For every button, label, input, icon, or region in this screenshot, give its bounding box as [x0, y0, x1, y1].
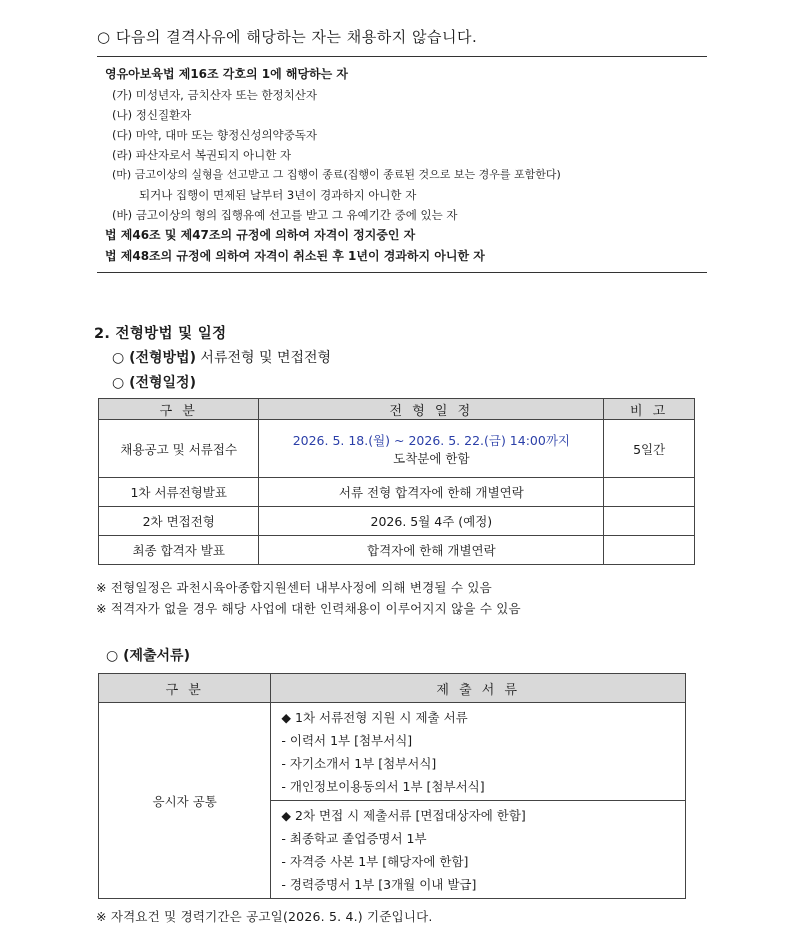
doc-col-header-category: 구 분 — [99, 674, 271, 703]
law-line-1: 법 제46조 및 제47조의 규정에 의하여 자격이 정지중인 자 — [105, 228, 416, 242]
row-schedule — [259, 420, 604, 478]
law-line-2: 법 제48조의 규정에 의하여 자격이 취소된 후 1년이 경과하지 아니한 자 — [105, 249, 485, 263]
doc-group-title: ◆ 1차 서류전형 지원 시 제출 서류 — [281, 710, 468, 725]
row-category: 1차 서류전형발표 — [99, 478, 259, 507]
schedule-line-1: 2026. 5. 18.(월) ~ 2026. 5. 22.(금) 14:00까지 — [292, 432, 570, 448]
disq-item-cont: 되거나 집행이 면제된 날부터 3년이 경과하지 아니한 자 — [139, 188, 417, 202]
box-top-rule — [97, 56, 707, 57]
method-text: 서류전형 및 면접전형 — [195, 350, 332, 366]
doc-item: - 자격증 사본 1부 [해당자에 한함] — [281, 854, 469, 869]
table-row — [99, 420, 695, 478]
disq-item: (라) 파산자로서 복권되지 아니한 자 — [112, 148, 292, 162]
col-header-note: 비 고 — [604, 399, 695, 420]
doc-item: - 경력증명서 1부 [3개월 이내 발급] — [281, 877, 477, 892]
law-heading: 영유아보육법 제16조 각호의 1에 해당하는 자 — [105, 67, 349, 81]
doc-group-2 — [271, 801, 686, 899]
footer-note: ※ 자격요건 및 경력기간은 공고일(2026. 5. 4.) 기준입니다. — [96, 909, 433, 924]
table-row — [99, 703, 686, 801]
doc-col-header-docs: 제 출 서 류 — [271, 674, 686, 703]
row-note: 5일간 — [604, 420, 695, 478]
disq-item: (마) 금고이상의 실형을 선고받고 그 집행이 종료(집행이 종료된 것으로 보는 경우를 포함한다) — [112, 168, 561, 181]
row-note — [604, 507, 695, 536]
doc-item: - 최종학교 졸업증명서 1부 — [281, 831, 427, 846]
doc-item: - 개인정보이용동의서 1부 [첨부서식] — [281, 779, 485, 794]
row-schedule: 서류 전형 합격자에 한해 개별연락 — [259, 478, 604, 507]
row-schedule: 합격자에 한해 개별연락 — [259, 536, 604, 565]
col-header-schedule: 전 형 일 정 — [259, 399, 604, 420]
row-category: 채용공고 및 서류접수 — [99, 420, 259, 478]
schedule-line-2: 도착분에 한함 — [393, 450, 470, 466]
table-row — [99, 536, 695, 565]
box-bottom-rule — [97, 272, 707, 273]
schedule-note-2: ※ 적격자가 없을 경우 해당 사업에 대한 인력채용이 이루어지지 않을 수 있음 — [96, 601, 521, 616]
documents-table — [98, 673, 686, 899]
table-row — [99, 507, 695, 536]
doc-item: - 자기소개서 1부 [첨부서식] — [281, 756, 437, 771]
section-title: 2. 전형방법 및 일정 — [94, 326, 227, 342]
row-note — [604, 536, 695, 565]
disq-item: (다) 마약, 대마 또는 향정신성의약중독자 — [112, 128, 317, 142]
disq-item: (가) 미성년자, 금치산자 또는 한정치산자 — [112, 88, 317, 102]
intro-text: ○ 다음의 결격사유에 해당하는 자는 채용하지 않습니다. — [97, 28, 478, 46]
method-prefix: ○ (전형방법) — [112, 350, 196, 366]
doc-category: 응시자 공통 — [99, 703, 271, 899]
row-category: 최종 합격자 발표 — [99, 536, 259, 565]
schedule-note-1: ※ 전형일정은 과천시육아종합지원센터 내부사정에 의해 변경될 수 있음 — [96, 580, 492, 595]
schedule-table — [98, 398, 695, 565]
col-header-category: 구 분 — [99, 399, 259, 420]
documents-label: ○ (제출서류) — [106, 648, 190, 664]
doc-group-title: ◆ 2차 면접 시 제출서류 [면접대상자에 한함] — [281, 808, 526, 823]
row-schedule: 2026. 5월 4주 (예정) — [259, 507, 604, 536]
disq-item: (나) 정신질환자 — [112, 108, 192, 122]
disq-item: (바) 금고이상의 형의 집행유예 선고를 받고 그 유예기간 중에 있는 자 — [112, 208, 458, 222]
table-row — [99, 478, 695, 507]
doc-item: - 이력서 1부 [첨부서식] — [281, 733, 413, 748]
doc-group-1 — [271, 703, 686, 801]
row-category: 2차 면접전형 — [99, 507, 259, 536]
schedule-label: ○ (전형일정) — [112, 375, 196, 391]
method-line — [112, 347, 331, 367]
row-note — [604, 478, 695, 507]
